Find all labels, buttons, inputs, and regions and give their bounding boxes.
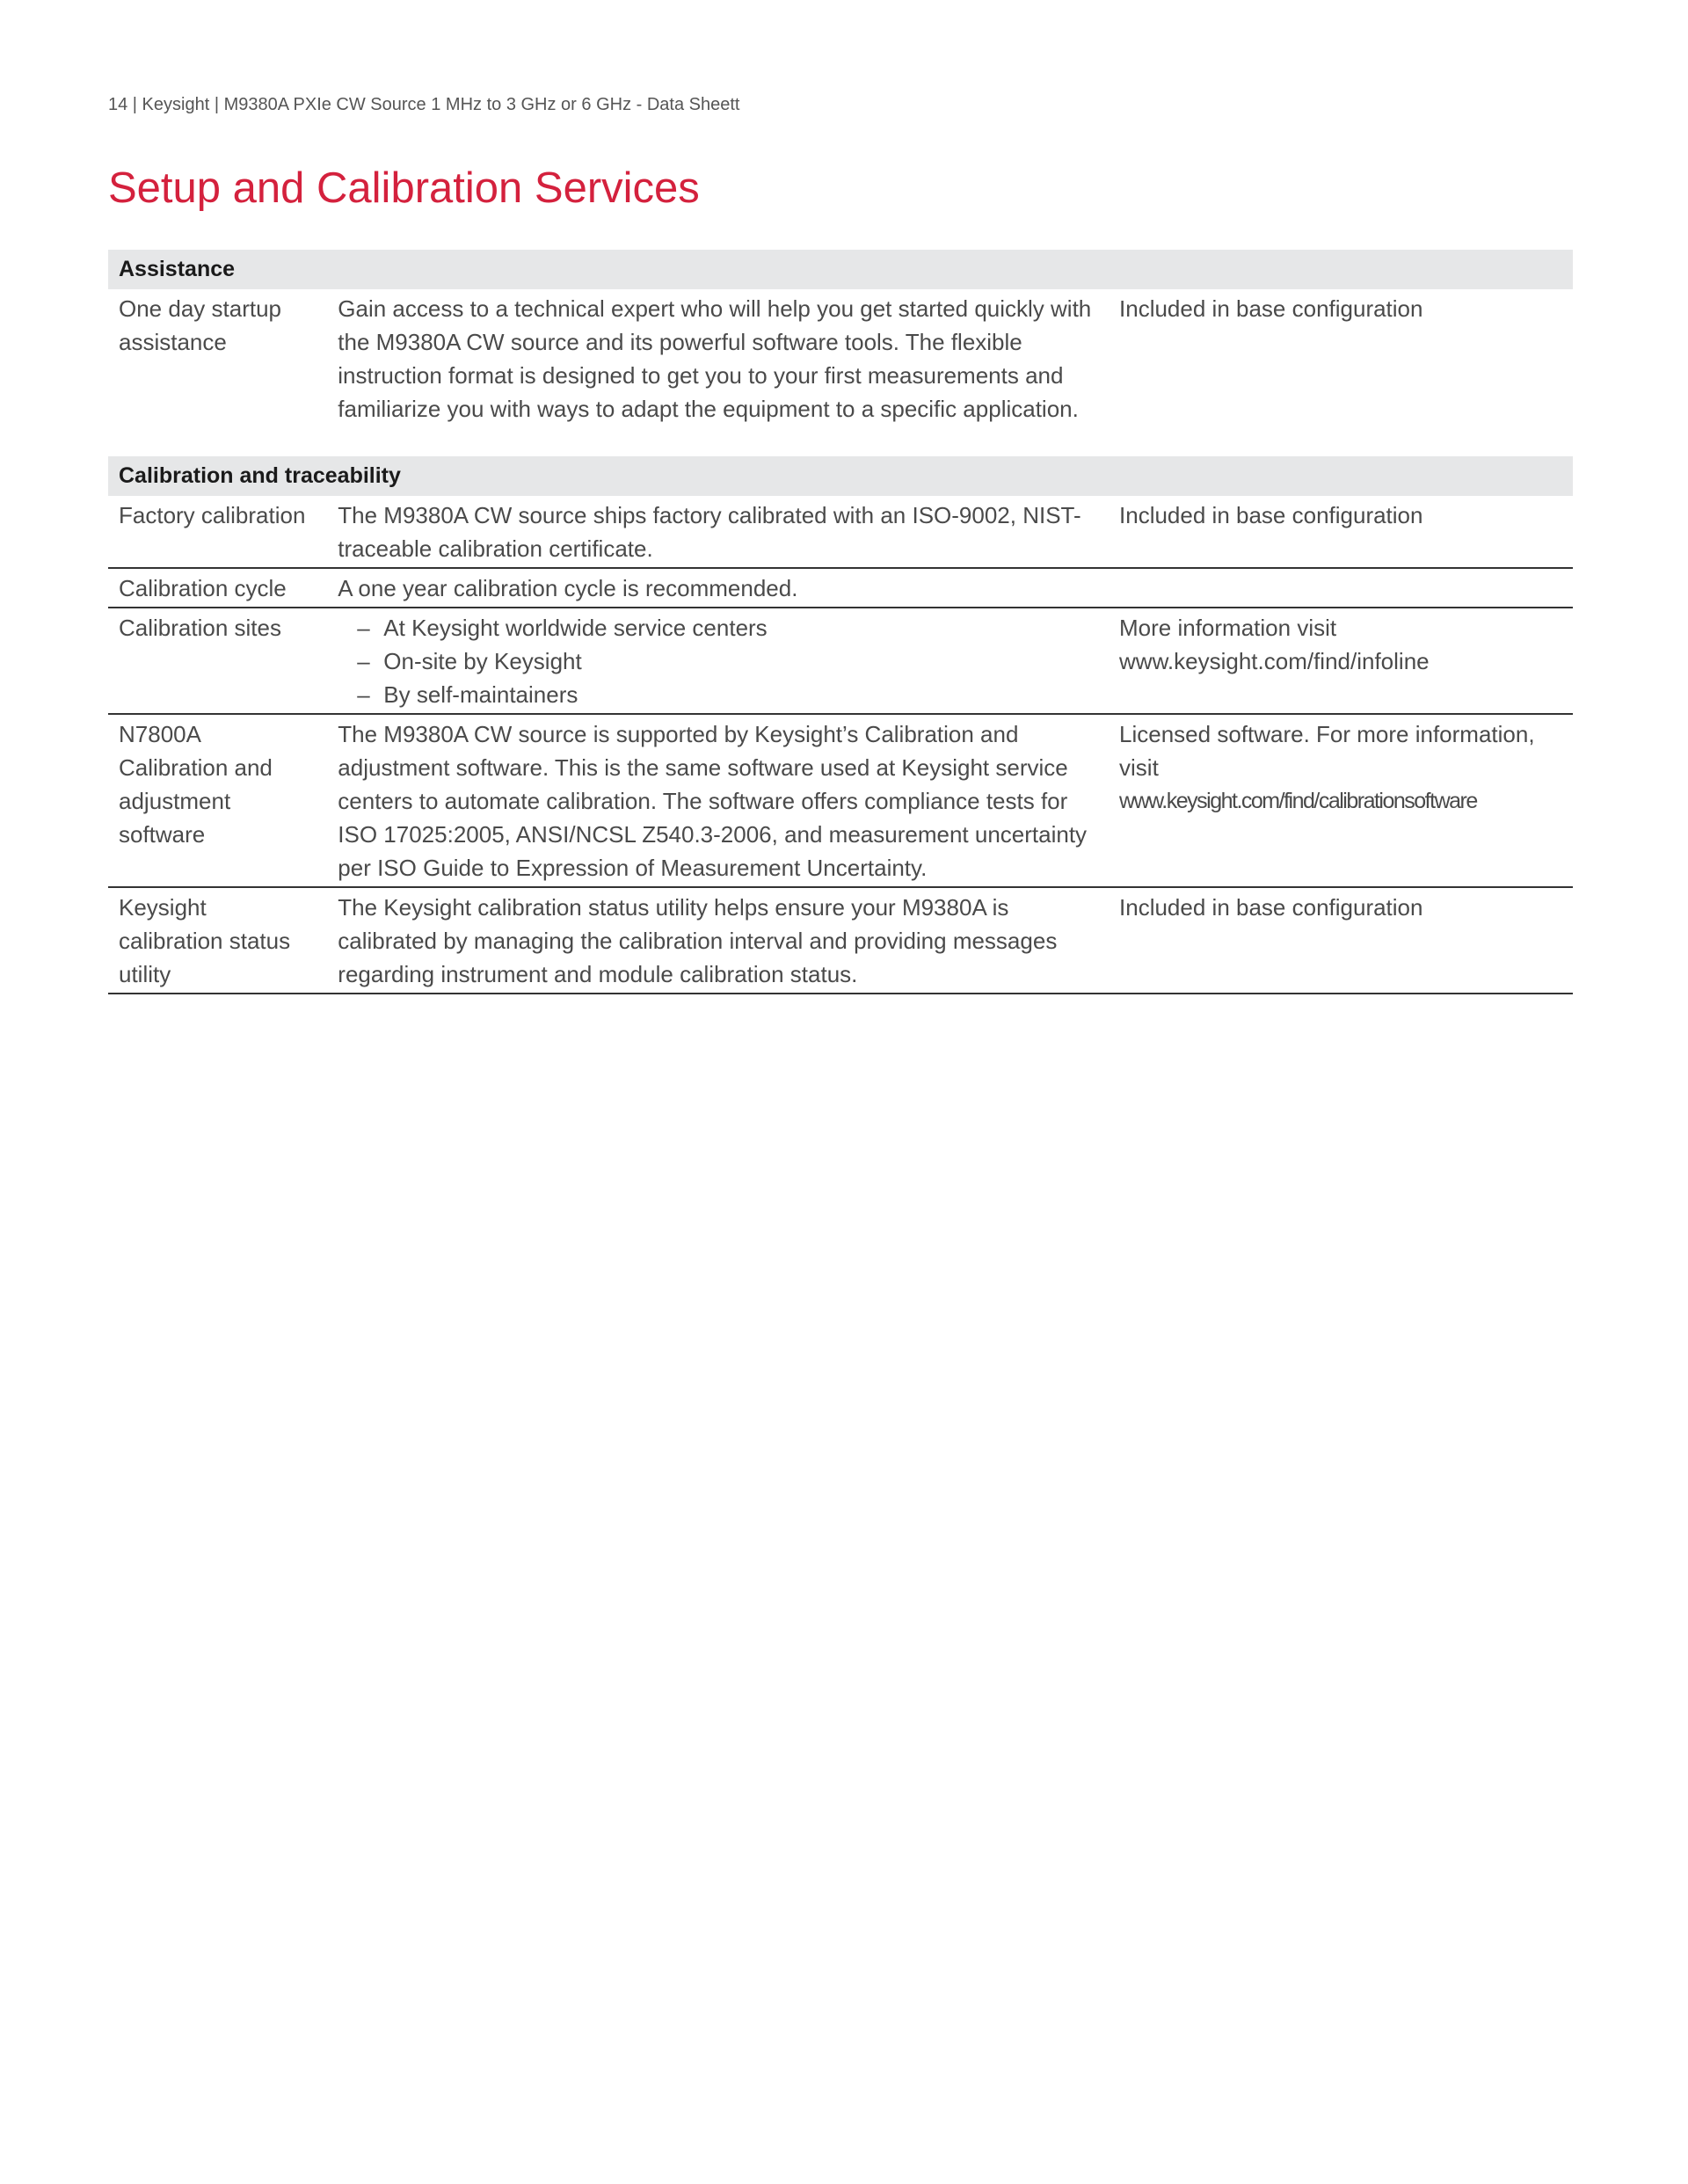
table-row-status-utility [108, 887, 1573, 994]
row-note [1109, 608, 1573, 714]
row-note: Included in base configuration [1109, 887, 1573, 994]
row-name: Factory calibration [108, 496, 327, 568]
list-item: – By self-maintainers [357, 678, 1098, 711]
table-row-factory-calibration [108, 496, 1573, 568]
row-note: Included in base configuration [1109, 496, 1573, 568]
dash-bullet-icon: – [357, 681, 370, 708]
note-text: More information visit [1119, 615, 1337, 641]
model-number: N7800A [119, 721, 201, 747]
row-description [327, 608, 1109, 714]
section-header-calibration [108, 456, 1573, 496]
list-item: – At Keysight worldwide service centers [357, 611, 1098, 644]
table-row-startup-assistance [108, 289, 1573, 427]
row-description: Gain access to a technical expert who will help you get started quickly with the M9380A CW source and its powerful software tools. The flexible instruction format is designed to get you to your first measurements and familiarize you with ways to adapt the equipment to a specific application. [338, 295, 1092, 422]
row-description: A one year calibration cycle is recommended. [327, 568, 1109, 608]
section-heading: Calibration and traceability [108, 456, 1573, 496]
dash-bullet-icon: – [357, 648, 370, 674]
row-name [108, 714, 327, 887]
row-name: One day startup assistance [119, 295, 281, 355]
row-name: Calibration cycle [108, 568, 327, 608]
page-title: Setup and Calibration Services [108, 164, 700, 212]
row-note: Included in base configuration [1119, 295, 1423, 322]
row-note [1109, 568, 1573, 608]
product-name: Calibration and adjustment software [119, 754, 273, 848]
row-description: The M9380A CW source ships factory calibrated with an ISO-9002, NIST-traceable calibration certificate. [327, 496, 1109, 568]
row-note [1109, 714, 1573, 887]
table-row-calibration-software [108, 714, 1573, 887]
row-description: The M9380A CW source is supported by Keysight’s Calibration and adjustment software. This is the same software used at Keysight service centers to automate calibration. The software offers compliance tests for ISO 17025:2005, ANSI/NCSL Z540.3-2006, and measurement uncertainty per ISO Guide to Expression of Measurement Uncertainty. [327, 714, 1109, 887]
infoline-link[interactable]: www.keysight.com/find/infoline [1119, 648, 1430, 674]
dash-bullet-icon: – [357, 615, 370, 641]
calibration-software-link[interactable]: www.keysight.com/find/calibrationsoftware [1119, 789, 1477, 813]
row-name: Keysight calibration status utility [108, 887, 327, 994]
table-row-calibration-cycle [108, 568, 1573, 608]
running-header: 14 | Keysight | M9380A PXIe CW Source 1 MHz to 3 GHz or 6 GHz - Data Sheett [108, 95, 740, 114]
section-heading: Assistance [108, 250, 1573, 289]
section-spacer [108, 427, 1573, 456]
calibration-sites-list [338, 611, 1098, 711]
row-description: The Keysight calibration status utility helps ensure your M9380A is calibrated by managing the calibration interval and providing messages regarding instrument and module calibration status. [327, 887, 1109, 994]
note-text: Licensed software. For more information, visit [1119, 721, 1535, 781]
list-item: – On-site by Keysight [357, 644, 1098, 678]
table-row-calibration-sites [108, 608, 1573, 714]
row-name: Calibration sites [108, 608, 327, 714]
services-table [108, 250, 1573, 994]
section-header-assistance [108, 250, 1573, 289]
